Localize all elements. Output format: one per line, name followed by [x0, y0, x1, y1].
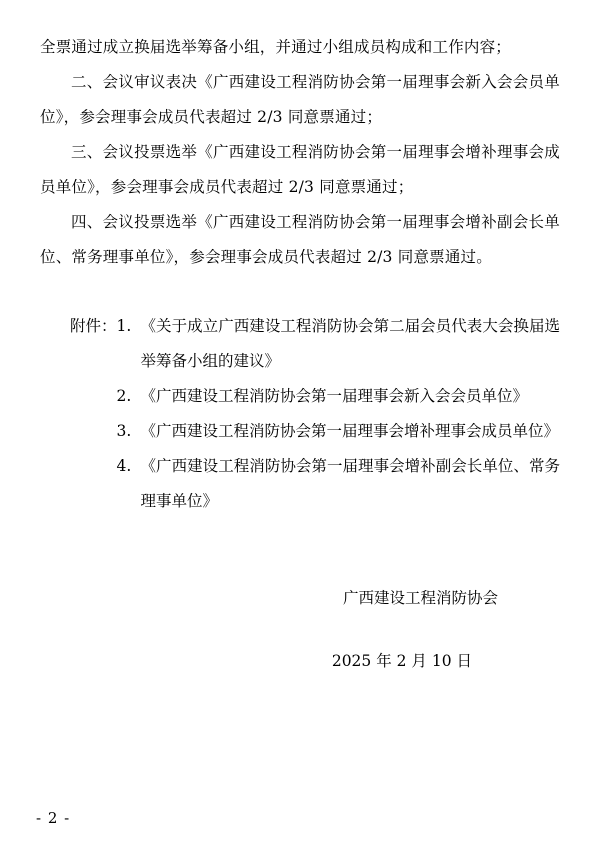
section-spacer [40, 275, 560, 305]
paragraph-item-three: 三、会议投票选举《广西建设工程消防协会第一届理事会增补理事会成员单位》，参会理事会成员代表超过 2/3 同意票通过； [40, 143, 560, 196]
attachment-title: 《广西建设工程消防协会第一届理事会增补副会长单位、常务理事单位》 [140, 457, 560, 510]
paragraph-item-two: 二、会议审议表决《广西建设工程消防协会第一届理事会新入会会员单位》，参会理事会成员代表超过 2/3 同意票通过； [40, 73, 560, 126]
list-item [117, 449, 560, 519]
signature-date: 2025 年 2 月 10 日 [331, 652, 472, 670]
list-item [117, 379, 560, 414]
attachment-title: 《关于成立广西建设工程消防协会第二届会员代表大会换届选举筹备小组的建议》 [140, 317, 560, 370]
list-item [117, 309, 560, 379]
attachments-list [117, 309, 560, 519]
attachments-label: 附件： [70, 317, 117, 335]
paragraph-item-four: 四、会议投票选举《广西建设工程消防协会第一届理事会增补副会长单位、常务理事单位》，参会理事会成员代表超过 2/3 同意票通过。 [40, 213, 560, 266]
page-number: - 2 - [36, 809, 71, 827]
list-item [117, 414, 560, 449]
signature-organization: 广西建设工程消防协会 [342, 589, 498, 607]
document-body [40, 30, 560, 275]
attachment-title: 《广西建设工程消防协会第一届理事会新入会会员单位》 [140, 387, 529, 405]
attachments-row [40, 309, 560, 519]
attachment-title: 《广西建设工程消防协会第一届理事会增补理事会成员单位》 [140, 422, 560, 440]
attachment-number: 1. [116, 317, 132, 335]
attachment-number: 4. [116, 457, 132, 475]
attachments-block [40, 309, 560, 519]
paragraph-continuation: 全票通过成立换届选举筹备小组，并通过小组成员构成和工作内容； [40, 38, 512, 56]
attachment-number: 3. [116, 422, 132, 440]
attachment-number: 2. [116, 387, 132, 405]
